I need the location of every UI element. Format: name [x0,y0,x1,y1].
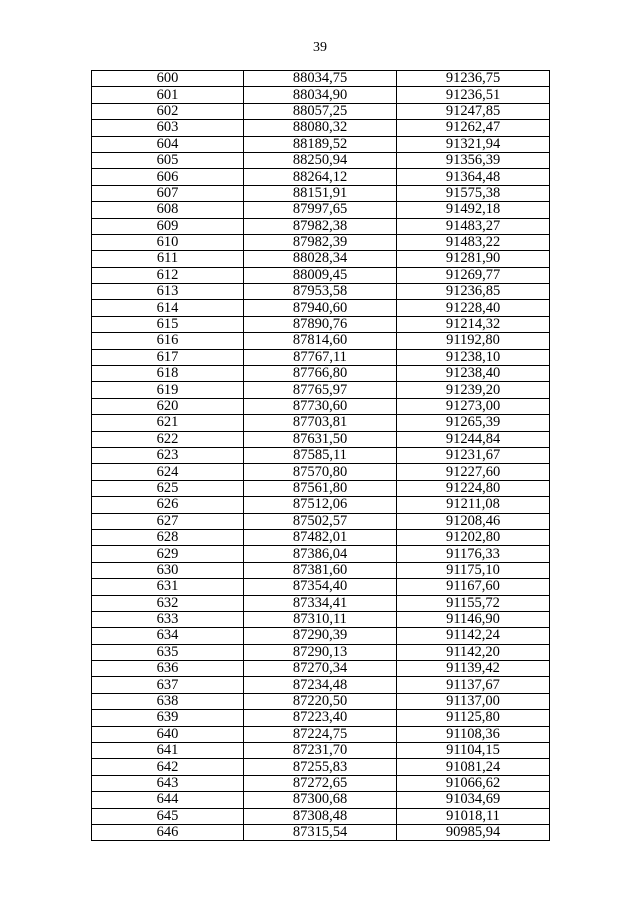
x-coordinate-cell: 88151,91 [244,185,397,201]
table-row [92,300,550,316]
table-row [92,743,550,759]
point-number-cell: 617 [92,349,244,365]
table-row [92,267,550,283]
table-row [92,579,550,595]
x-coordinate-cell: 88034,75 [244,71,397,87]
point-number-cell: 612 [92,267,244,283]
point-number-cell: 638 [92,693,244,709]
point-number-cell: 627 [92,513,244,529]
table-row [92,726,550,742]
table-row [92,366,550,382]
table-row [92,562,550,578]
point-number-cell: 640 [92,726,244,742]
point-number-cell: 607 [92,185,244,201]
table-row [92,480,550,496]
point-number-cell: 611 [92,251,244,267]
y-coordinate-cell: 91176,33 [397,546,550,562]
y-coordinate-cell: 91142,24 [397,628,550,644]
point-number-cell: 636 [92,661,244,677]
point-number-cell: 615 [92,316,244,332]
x-coordinate-cell: 87890,76 [244,316,397,332]
y-coordinate-cell: 91066,62 [397,775,550,791]
table-row [92,611,550,627]
y-coordinate-cell: 91228,40 [397,300,550,316]
x-coordinate-cell: 88264,12 [244,169,397,185]
y-coordinate-cell: 91227,60 [397,464,550,480]
y-coordinate-cell: 91281,90 [397,251,550,267]
y-coordinate-cell: 91125,80 [397,710,550,726]
point-number-cell: 613 [92,284,244,300]
x-coordinate-cell: 87354,40 [244,579,397,595]
y-coordinate-cell: 91175,10 [397,562,550,578]
x-coordinate-cell: 87953,58 [244,284,397,300]
point-number-cell: 645 [92,808,244,824]
y-coordinate-cell: 91167,60 [397,579,550,595]
y-coordinate-cell: 91142,20 [397,644,550,660]
x-coordinate-cell: 87315,54 [244,824,397,840]
point-number-cell: 639 [92,710,244,726]
point-number-cell: 635 [92,644,244,660]
table-row [92,529,550,545]
y-coordinate-cell: 91104,15 [397,743,550,759]
y-coordinate-cell: 91137,67 [397,677,550,693]
x-coordinate-cell: 87234,48 [244,677,397,693]
point-number-cell: 644 [92,792,244,808]
y-coordinate-cell: 91211,08 [397,497,550,513]
y-coordinate-cell: 91483,27 [397,218,550,234]
y-coordinate-cell: 91018,11 [397,808,550,824]
y-coordinate-cell: 91139,42 [397,661,550,677]
page-number: 39 [313,40,327,55]
x-coordinate-cell: 88080,32 [244,120,397,136]
point-number-cell: 643 [92,775,244,791]
table-row [92,202,550,218]
y-coordinate-cell: 91356,39 [397,152,550,168]
point-number-cell: 619 [92,382,244,398]
x-coordinate-cell: 87631,50 [244,431,397,447]
table-row [92,152,550,168]
y-coordinate-cell: 91108,36 [397,726,550,742]
point-number-cell: 630 [92,562,244,578]
table-row [92,349,550,365]
x-coordinate-cell: 87224,75 [244,726,397,742]
x-coordinate-cell: 88057,25 [244,103,397,119]
point-number-cell: 624 [92,464,244,480]
point-number-cell: 641 [92,743,244,759]
x-coordinate-cell: 87220,50 [244,693,397,709]
table-row [92,644,550,660]
point-number-cell: 646 [92,824,244,840]
x-coordinate-cell: 87982,39 [244,234,397,250]
y-coordinate-cell: 91155,72 [397,595,550,611]
y-coordinate-cell: 91244,84 [397,431,550,447]
table-row [92,595,550,611]
table-row [92,136,550,152]
y-coordinate-cell: 91034,69 [397,792,550,808]
coordinates-table [91,70,550,841]
x-coordinate-cell: 87502,57 [244,513,397,529]
table-row [92,759,550,775]
point-number-cell: 631 [92,579,244,595]
table-row [92,415,550,431]
y-coordinate-cell: 91224,80 [397,480,550,496]
table-row [92,103,550,119]
x-coordinate-cell: 88189,52 [244,136,397,152]
point-number-cell: 614 [92,300,244,316]
x-coordinate-cell: 87308,48 [244,808,397,824]
table-row [92,497,550,513]
table-row [92,792,550,808]
x-coordinate-cell: 87310,11 [244,611,397,627]
x-coordinate-cell: 87940,60 [244,300,397,316]
point-number-cell: 601 [92,87,244,103]
table-row [92,71,550,87]
y-coordinate-cell: 90985,94 [397,824,550,840]
point-number-cell: 626 [92,497,244,513]
point-number-cell: 600 [92,71,244,87]
y-coordinate-cell: 91236,85 [397,284,550,300]
y-coordinate-cell: 91202,80 [397,529,550,545]
x-coordinate-cell: 88250,94 [244,152,397,168]
x-coordinate-cell: 87585,11 [244,447,397,463]
y-coordinate-cell: 91483,22 [397,234,550,250]
table-row [92,218,550,234]
table-row [92,316,550,332]
point-number-cell: 608 [92,202,244,218]
y-coordinate-cell: 91364,48 [397,169,550,185]
point-number-cell: 629 [92,546,244,562]
y-coordinate-cell: 91236,75 [397,71,550,87]
table-row [92,628,550,644]
table-row [92,693,550,709]
y-coordinate-cell: 91575,38 [397,185,550,201]
point-number-cell: 609 [92,218,244,234]
table-row [92,710,550,726]
point-number-cell: 605 [92,152,244,168]
table-row [92,661,550,677]
point-number-cell: 622 [92,431,244,447]
y-coordinate-cell: 91214,32 [397,316,550,332]
table-row [92,169,550,185]
y-coordinate-cell: 91231,67 [397,447,550,463]
x-coordinate-cell: 87272,65 [244,775,397,791]
table-row [92,447,550,463]
y-coordinate-cell: 91273,00 [397,398,550,414]
y-coordinate-cell: 91192,80 [397,333,550,349]
table-row [92,677,550,693]
x-coordinate-cell: 87270,34 [244,661,397,677]
table-row [92,382,550,398]
table-row [92,824,550,840]
y-coordinate-cell: 91321,94 [397,136,550,152]
y-coordinate-cell: 91269,77 [397,267,550,283]
table-row [92,513,550,529]
y-coordinate-cell: 91137,00 [397,693,550,709]
point-number-cell: 610 [92,234,244,250]
x-coordinate-cell: 87767,11 [244,349,397,365]
y-coordinate-cell: 91146,90 [397,611,550,627]
point-number-cell: 618 [92,366,244,382]
y-coordinate-cell: 91238,10 [397,349,550,365]
point-number-cell: 623 [92,447,244,463]
point-number-cell: 634 [92,628,244,644]
table-row [92,333,550,349]
x-coordinate-cell: 87512,06 [244,497,397,513]
y-coordinate-cell: 91492,18 [397,202,550,218]
x-coordinate-cell: 87570,80 [244,464,397,480]
point-number-cell: 604 [92,136,244,152]
x-coordinate-cell: 87334,41 [244,595,397,611]
y-coordinate-cell: 91239,20 [397,382,550,398]
x-coordinate-cell: 87290,13 [244,644,397,660]
x-coordinate-cell: 87290,39 [244,628,397,644]
x-coordinate-cell: 88009,45 [244,267,397,283]
x-coordinate-cell: 87231,70 [244,743,397,759]
y-coordinate-cell: 91265,39 [397,415,550,431]
x-coordinate-cell: 87561,80 [244,480,397,496]
table-row [92,775,550,791]
x-coordinate-cell: 88028,34 [244,251,397,267]
point-number-cell: 602 [92,103,244,119]
x-coordinate-cell: 87982,38 [244,218,397,234]
table-row [92,234,550,250]
point-number-cell: 633 [92,611,244,627]
coordinates-table-body [92,71,550,841]
x-coordinate-cell: 87703,81 [244,415,397,431]
point-number-cell: 620 [92,398,244,414]
table-row [92,431,550,447]
point-number-cell: 632 [92,595,244,611]
table-row [92,251,550,267]
x-coordinate-cell: 87386,04 [244,546,397,562]
y-coordinate-cell: 91247,85 [397,103,550,119]
point-number-cell: 606 [92,169,244,185]
table-row [92,284,550,300]
x-coordinate-cell: 87765,97 [244,382,397,398]
point-number-cell: 642 [92,759,244,775]
x-coordinate-cell: 87381,60 [244,562,397,578]
table-row [92,464,550,480]
point-number-cell: 621 [92,415,244,431]
x-coordinate-cell: 87730,60 [244,398,397,414]
point-number-cell: 616 [92,333,244,349]
y-coordinate-cell: 91236,51 [397,87,550,103]
table-row [92,808,550,824]
table-row [92,120,550,136]
x-coordinate-cell: 87766,80 [244,366,397,382]
point-number-cell: 628 [92,529,244,545]
table-row [92,546,550,562]
x-coordinate-cell: 87814,60 [244,333,397,349]
point-number-cell: 625 [92,480,244,496]
x-coordinate-cell: 88034,90 [244,87,397,103]
x-coordinate-cell: 87997,65 [244,202,397,218]
point-number-cell: 637 [92,677,244,693]
y-coordinate-cell: 91208,46 [397,513,550,529]
x-coordinate-cell: 87300,68 [244,792,397,808]
x-coordinate-cell: 87255,83 [244,759,397,775]
point-number-cell: 603 [92,120,244,136]
table-row [92,185,550,201]
x-coordinate-cell: 87223,40 [244,710,397,726]
table-row [92,398,550,414]
x-coordinate-cell: 87482,01 [244,529,397,545]
y-coordinate-cell: 91238,40 [397,366,550,382]
table-row [92,87,550,103]
y-coordinate-cell: 91262,47 [397,120,550,136]
y-coordinate-cell: 91081,24 [397,759,550,775]
